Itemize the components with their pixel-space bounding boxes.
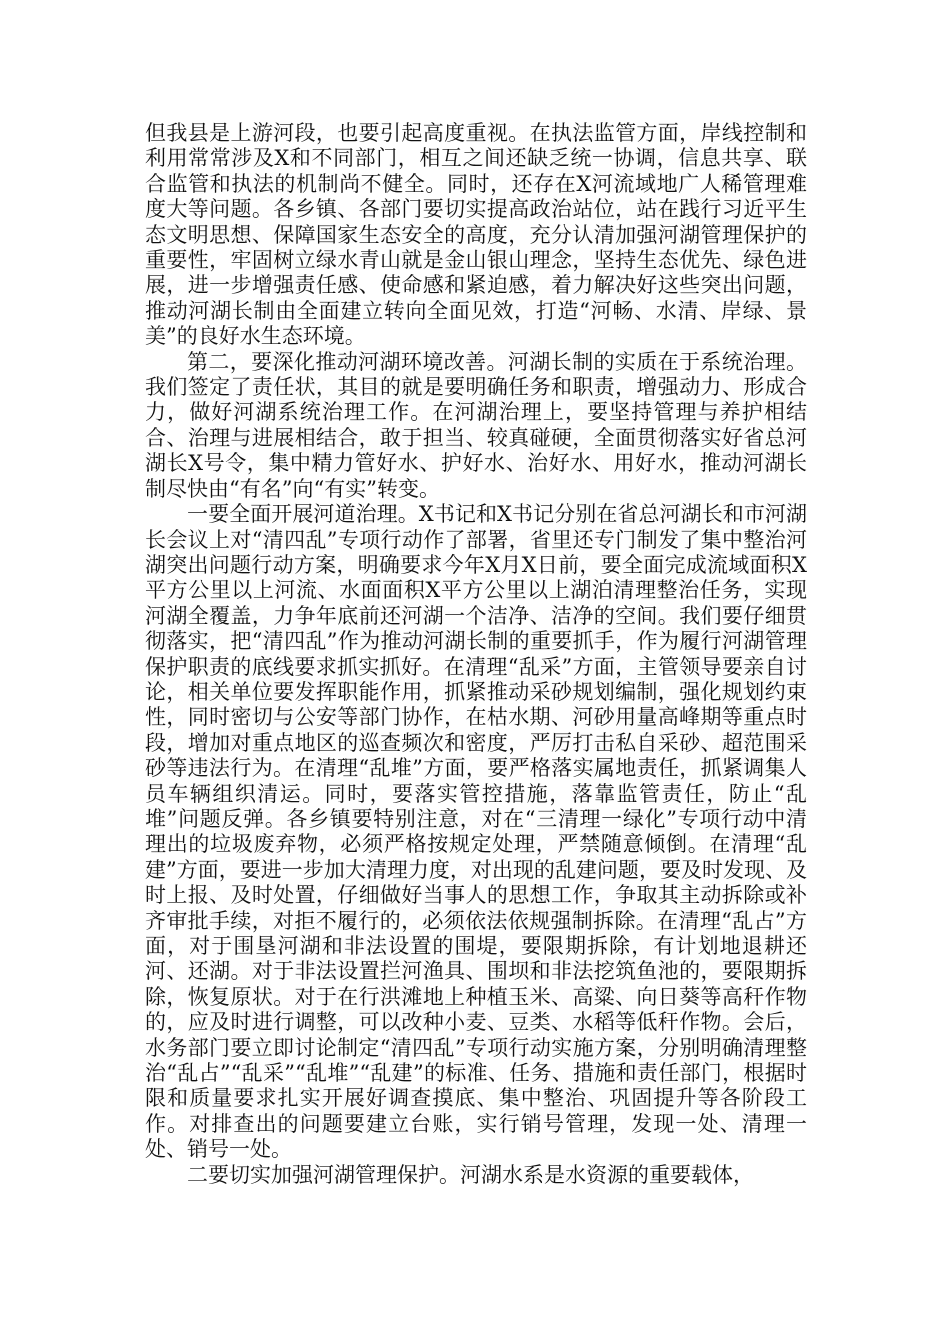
paragraph-second-point: 第二，要深化推动河湖环境改善。河湖长制的实质在于系统治理。我们签定了责任状，其目的就是要明确任务和职责，增强动力、形成合力，做好河湖系统治理工作。在河湖治理上，要坚持管理与养护相结合、治理与进展相结合，敢于担当、较真碰硬，全面贯彻落实好省总河湖长X号令，集中精力管好水、护好水、治好水、用好水，推动河湖长制尽快由“有名”向“有实”转变。 xyxy=(145,349,807,501)
paragraph-river-governance: 一要全面开展河道治理。X书记和X书记分别在省总河湖长和市河湖长会议上对“清四乱”专项行动作了部署，省里还专门制发了集中整治河湖突出问题行动方案，明确要求今年X月X日前，要全面完成流域面积X平方公里以上河流、水面面积X平方公里以上湖泊清理整治任务，实现河湖全覆盖，力争年底前还河湖一个洁净、洁净的空间。我们要仔细贯彻落实，把“清四乱”作为推动河湖长制的重要抓手，作为履行河湖管理保护职责的底线要求抓实抓好。在清理“乱采”方面，主管领导要亲自讨论，相关单位要发挥职能作用，抓紧推动采砂规划编制，强化规划约束性，同时密切与公安等部门协作，在枯水期、河砂用量高峰期等重点时段，增加对重点地区的巡查频次和密度，严厉打击私自采砂、超范围采砂等违法行为。在清理“乱堆”方面，要严格落实属地责任，抓紧调集人员车辆组织清运。同时，要落实管控措施，落靠监管责任，防止“乱堆”问题反弹。各乡镇要特别注意，对在“三清理一绿化”专项行动中清理出的垃圾废弃物，必须严格按规定处理，严禁随意倾倒。在清理“乱建”方面，要进一步加大清理力度，对出现的乱建问题，要及时发现、及时上报、及时处置，仔细做好当事人的思想工作，争取其主动拆除或补齐审批手续，对拒不履行的，必须依法依规强制拆除。在清理“乱占”方面，对于围垦河湖和非法设置的围堤，要限期拆除，有计划地退耕还河、还湖。对于非法设置拦河渔具、围坝和非法挖筑鱼池的，要限期拆除，恢复原状。对于在行洪滩地上种植玉米、高粱、向日葵等高秆作物的，应及时进行调整，可以改种小麦、豆类、水稻等低秆作物。会后，水务部门要立即讨论制定“清四乱”专项行动实施方案，分别明确清理整治“乱占”“乱采”“乱堆”“乱建”的标准、任务、措施和责任部门，根据时限和质量要求扎实开展好调查摸底、集中整治、巩固提升等各阶段工作。对排查出的问题要建立台账，实行销号管理，发现一处、清理一处、销号一处。 xyxy=(145,502,807,1162)
document-body xyxy=(145,121,807,1188)
paragraph-river-protection: 二要切实加强河湖管理保护。河湖水系是水资源的重要载体， xyxy=(187,1162,754,1187)
paragraph-continuation: 但我县是上游河段，也要引起高度重视。在执法监管方面，岸线控制和利用常常涉及X和不同部门，相互之间还缺乏统一协调，信息共享、联合监管和执法的机制尚不健全。同时，还存在X河流域地广人稀管理难度大等问题。各乡镇、各部门要切实提高政治站位，站在践行习近平生态文明思想、保障国家生态安全的高度，充分认清加强河湖管理保护的重要性，牢固树立绿水青山就是金山银山理念，坚持生态优先、绿色进展，进一步增强责任感、使命感和紧迫感，着力解决好这些突出问题，推动河湖长制由全面建立转向全面见效，打造“河畅、水清、岸绿、景美”的良好水生态环境。 xyxy=(145,121,807,349)
